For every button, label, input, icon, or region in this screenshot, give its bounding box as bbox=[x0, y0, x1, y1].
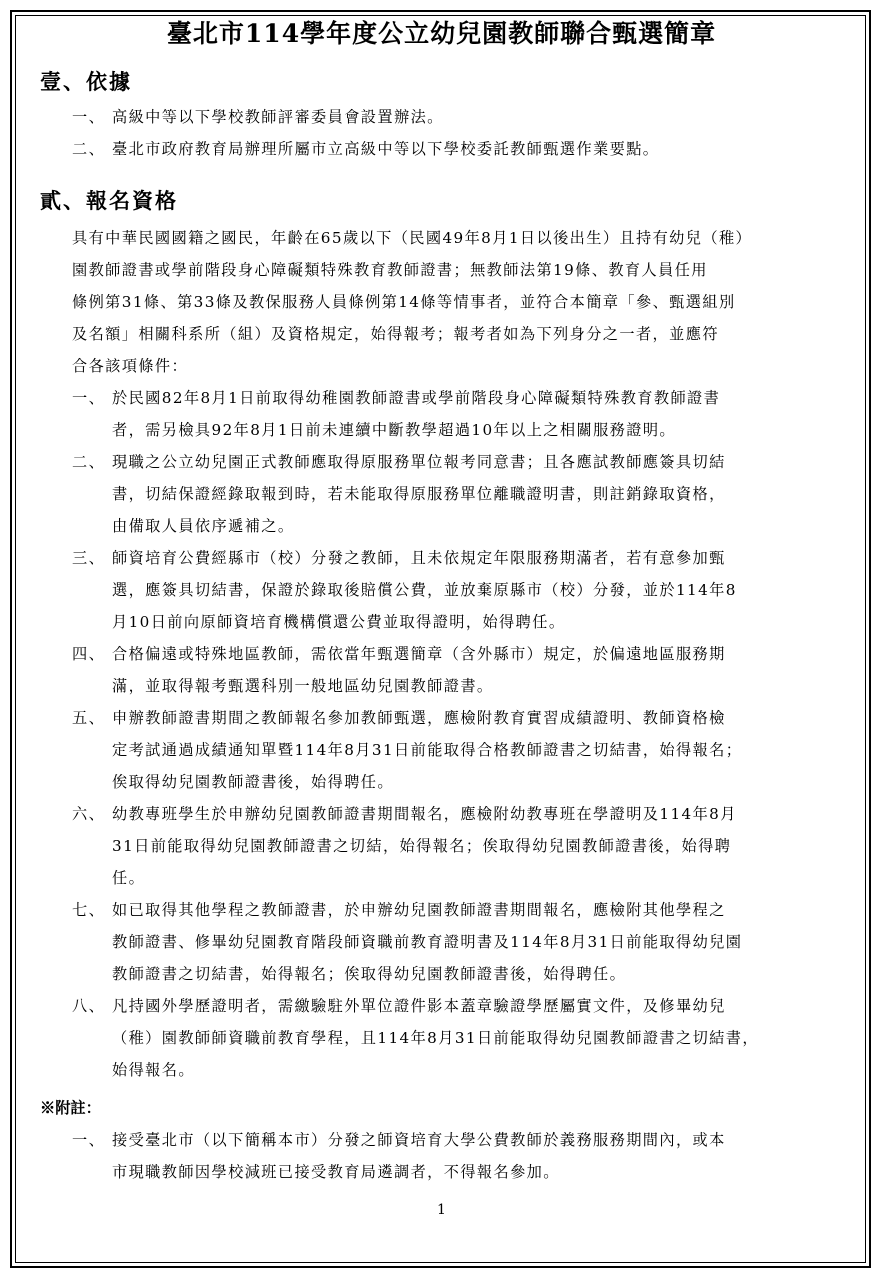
eligibility-item-text bbox=[112, 382, 852, 446]
eligibility-item-text bbox=[112, 638, 852, 702]
note-item-number: 一、 bbox=[72, 1131, 106, 1149]
eligibility-item-line: 如已取得其他學程之教師證書，於申辦幼兒園教師證書期間報名，應檢附其他學程之 bbox=[112, 901, 726, 919]
eligibility-item-number: 六、 bbox=[72, 805, 106, 823]
note-item-text bbox=[112, 1124, 852, 1188]
eligibility-item-text bbox=[112, 542, 852, 638]
eligibility-item-line: （稚）園教師師資職前教育學程，且114年8月31日前能取得幼兒園教師證書之切結書， bbox=[112, 1029, 759, 1047]
eligibility-item-line: 教師證書、修畢幼兒園教育階段師資職前教育證明書及114年8月31日前能取得幼兒園 bbox=[112, 933, 743, 951]
eligibility-item-number: 一、 bbox=[72, 389, 106, 407]
eligibility-item-line: 申辦教師證書期間之教師報名參加教師甄選，應檢附教育實習成績證明、教師資格檢 bbox=[112, 709, 726, 727]
eligibility-item-line: 凡持國外學歷證明者，需繳驗駐外單位證件影本蓋章驗證學歷屬實文件，及修畢幼兒 bbox=[112, 997, 726, 1015]
section-heading-eligibility: 貳、報名資格 bbox=[40, 188, 178, 213]
section-heading-basis: 壹、依據 bbox=[40, 69, 132, 94]
eligibility-item-line: 滿，並取得報考甄選科別一般地區幼兒園教師證書。 bbox=[112, 677, 494, 695]
eligibility-item-text bbox=[112, 446, 852, 542]
eligibility-item-number: 七、 bbox=[72, 901, 106, 919]
eligibility-item-line: 月10日前向原師資培育機構償還公費並取得證明，始得聘任。 bbox=[112, 613, 566, 631]
eligibility-intro-line: 合各該項條件： bbox=[72, 357, 189, 375]
note-item-line: 接受臺北市（以下簡稱本市）分發之師資培育大學公費教師於義務服務期間內，或本 bbox=[112, 1131, 726, 1149]
eligibility-item-line: 由備取人員依序遞補之。 bbox=[112, 517, 295, 535]
eligibility-item-line: 師資培育公費經縣市（校）分發之教師，且未依規定年限服務期滿者，若有意參加甄 bbox=[112, 549, 726, 567]
eligibility-item-number: 四、 bbox=[72, 645, 106, 663]
basis-item-text bbox=[112, 133, 852, 165]
eligibility-item-line: 教師證書之切結書，始得報名；俟取得幼兒園教師證書後，始得聘任。 bbox=[112, 965, 627, 983]
eligibility-item-number: 三、 bbox=[72, 549, 106, 567]
basis-item-line: 臺北市政府教育局辦理所屬市立高級中等以下學校委託教師甄選作業要點。 bbox=[112, 140, 660, 158]
basis-item-number: 一、 bbox=[72, 108, 106, 126]
eligibility-item-line: 31日前能取得幼兒園教師證書之切結，始得報名；俟取得幼兒園教師證書後，始得聘 bbox=[112, 837, 732, 855]
eligibility-item-line: 俟取得幼兒園教師證書後，始得聘任。 bbox=[112, 773, 394, 791]
basis-item-line: 高級中等以下學校教師評審委員會設置辦法。 bbox=[112, 108, 444, 126]
eligibility-item-line: 始得報名。 bbox=[112, 1061, 195, 1079]
eligibility-intro-line: 條例第31條、第33條及教保服務人員條例第14條等情事者，並符合本簡章「參、甄選組別 bbox=[72, 293, 736, 311]
basis-item-text bbox=[112, 101, 852, 133]
eligibility-item-line: 合格偏遠或特殊地區教師，需依當年甄選簡章（含外縣市）規定，於偏遠地區服務期 bbox=[112, 645, 726, 663]
eligibility-intro-line: 具有中華民國國籍之國民，年齡在65歲以下（民國49年8月1日以後出生）且持有幼兒（稚） bbox=[72, 229, 753, 247]
note-heading: ※附註： bbox=[40, 1099, 101, 1117]
eligibility-item-line: 書，切結保證經錄取報到時，若未能取得原服務單位離職證明書，則註銷錄取資格， bbox=[112, 485, 726, 503]
eligibility-item-line: 任。 bbox=[112, 869, 146, 887]
eligibility-intro-line: 園教師證書或學前階段身心障礙類特殊教育教師證書；無教師法第19條、教育人員任用 bbox=[72, 261, 708, 279]
eligibility-item-line: 定考試通過成績通知單暨114年8月31日前能取得合格教師證書之切結書，始得報名； bbox=[112, 741, 743, 759]
eligibility-item-number: 五、 bbox=[72, 709, 106, 727]
document-title: 臺北市114學年度公立幼兒園教師聯合甄選簡章 bbox=[166, 19, 717, 48]
eligibility-item-line: 幼教專班學生於申辦幼兒園教師證書期間報名，應檢附幼教專班在學證明及114年8月 bbox=[112, 805, 737, 823]
eligibility-item-text bbox=[112, 990, 852, 1086]
eligibility-intro-line: 及名額」相關科系所（組）及資格規定，始得報考；報考者如為下列身分之一者，並應符 bbox=[72, 325, 719, 343]
basis-item-number: 二、 bbox=[72, 140, 106, 158]
eligibility-item-text bbox=[112, 798, 852, 894]
eligibility-item-text bbox=[112, 702, 852, 798]
eligibility-item-line: 現職之公立幼兒園正式教師應取得原服務單位報考同意書；且各應試教師應簽具切結 bbox=[112, 453, 726, 471]
page-number: 1 bbox=[437, 1202, 446, 1218]
eligibility-item-number: 八、 bbox=[72, 997, 106, 1015]
eligibility-item-line: 選，應簽具切結書，保證於錄取後賠償公費，並放棄原縣市（校）分發，並於114年8 bbox=[112, 581, 737, 599]
eligibility-item-line: 者，需另檢具92年8月1日前未連續中斷教學超過10年以上之相關服務證明。 bbox=[112, 421, 677, 439]
eligibility-item-line: 於民國82年8月1日前取得幼稚園教師證書或學前階段身心障礙類特殊教育教師證書 bbox=[112, 389, 721, 407]
eligibility-item-text bbox=[112, 894, 852, 990]
note-item-line: 市現職教師因學校減班已接受教育局遴調者，不得報名參加。 bbox=[112, 1163, 560, 1181]
eligibility-item-number: 二、 bbox=[72, 453, 106, 471]
